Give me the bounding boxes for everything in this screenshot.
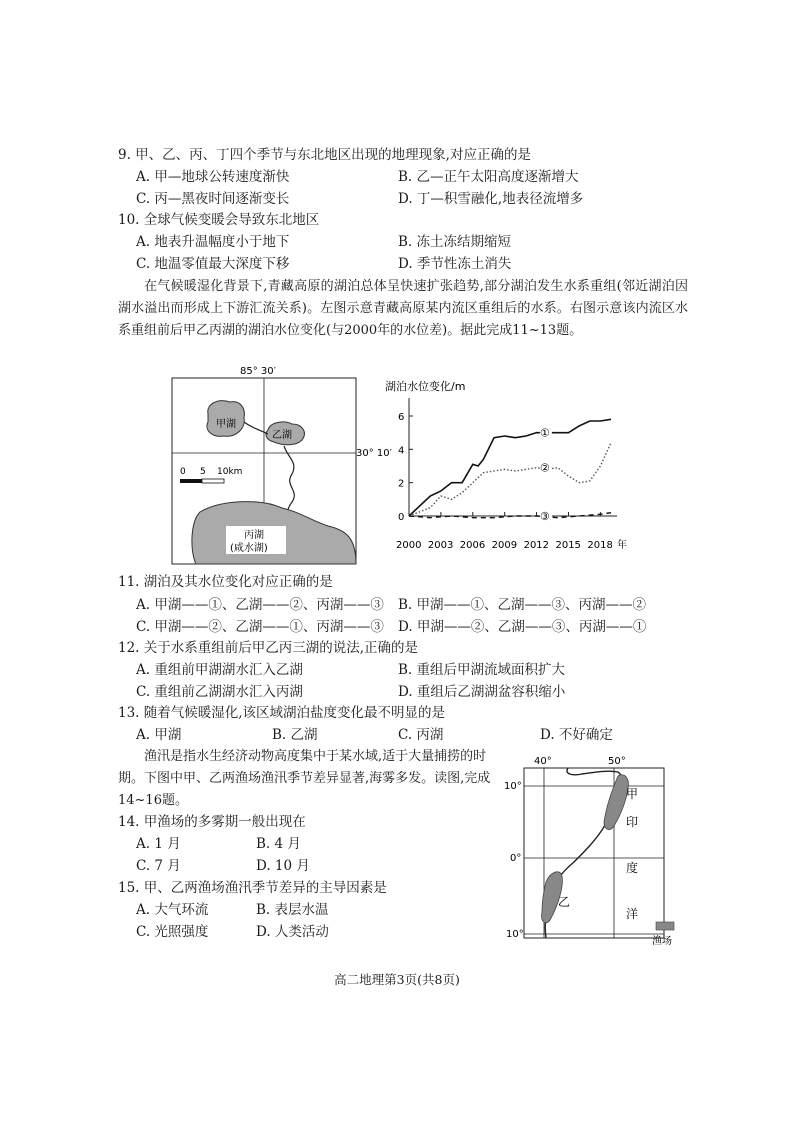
fishing-ground-map bbox=[498, 754, 688, 950]
q9-option-b[interactable]: B. 乙—正午太阳高度逐渐增大 bbox=[398, 169, 579, 185]
q14-stem: 14. 甲渔场的多雾期一般出现在 bbox=[118, 814, 306, 830]
q14-option-a[interactable]: A. 1 月 bbox=[136, 836, 181, 852]
q10-option-b[interactable]: B. 冻土冻结期缩短 bbox=[398, 234, 512, 250]
q9-option-d[interactable]: D. 丁—积雪融化,地表径流增多 bbox=[398, 191, 584, 207]
q11-option-a[interactable]: A. 甲湖——①、乙湖——②、丙湖——③ bbox=[136, 597, 384, 613]
lake-bing-note: (咸水湖) bbox=[230, 543, 268, 554]
scale-10: 10km bbox=[217, 467, 243, 477]
intro-passage-1: 在气候暖湿化背景下,青藏高原的湖泊总体呈快速扩张趋势,部分湖泊发生水系重组(邻近湖泊因湖水溢出而形成上下游汇流关系)。左图示意青藏高原某内流区重组后的水系。右图示意该内流区水系重组前后甲乙丙湖的湖泊水位变化(与2000年的水位差)。据此完成11~13题。 bbox=[118, 279, 688, 338]
q15-option-c[interactable]: C. 光照强度 bbox=[136, 924, 209, 940]
y-tick-label: 6 bbox=[398, 412, 405, 423]
x-tick-label: 2006 bbox=[459, 540, 486, 551]
map2-lon-50: 50° bbox=[608, 756, 626, 767]
q10-option-d[interactable]: D. 季节性冻土消失 bbox=[398, 256, 512, 272]
q10-stem: 10. 全球气候变暖会导致东北地区 bbox=[118, 212, 320, 228]
q15-option-d[interactable]: D. 人类活动 bbox=[256, 924, 329, 940]
y-tick-label: 2 bbox=[398, 478, 405, 490]
q10-option-a[interactable]: A. 地表升温幅度小于地下 bbox=[136, 234, 290, 250]
q9-stem: 9. 甲、乙、丙、丁四个季节与东北地区出现的地理现象,对应正确的是 bbox=[118, 147, 531, 163]
map2-lon-40: 40° bbox=[534, 756, 552, 767]
intro-passage-2: 渔汛是指水生经济动物高度集中于某水域,适于大量捕捞的时期。下图中甲、乙两渔场渔汛季节差异显著,海雾多发。读图,完成14~16题。 bbox=[118, 749, 491, 808]
legend-swatch bbox=[656, 922, 674, 930]
map1-lon-label: 85° 30′ bbox=[240, 366, 276, 377]
map2-lat-0: 0° bbox=[510, 853, 522, 864]
q14-option-c[interactable]: C. 7 月 bbox=[136, 858, 181, 874]
y-tick-label: 0 bbox=[398, 512, 405, 523]
x-tick-label: 2003 bbox=[427, 540, 454, 551]
q13-option-d[interactable]: D. 不好确定 bbox=[540, 727, 613, 743]
fishing-ground-jia bbox=[604, 775, 628, 830]
lake-system-map bbox=[160, 362, 392, 572]
q11-option-b[interactable]: B. 甲湖——①、乙湖——③、丙湖——② bbox=[398, 597, 647, 613]
q10-option-c[interactable]: C. 地温零值最大深度下移 bbox=[136, 256, 290, 272]
lake-jia-label: 甲湖 bbox=[216, 419, 236, 430]
scale-bar bbox=[180, 479, 224, 483]
q11-option-d[interactable]: D. 甲湖——②、乙湖——③、丙湖——① bbox=[398, 619, 647, 635]
scale-5: 5 bbox=[200, 467, 206, 477]
q15-stem: 15. 甲、乙两渔场渔汛季节差异的主导因素是 bbox=[118, 880, 387, 896]
lake-level-chart bbox=[385, 376, 630, 556]
x-tick-label: 2009 bbox=[491, 540, 518, 551]
x-unit: 年 bbox=[617, 540, 627, 551]
page-footer: 高二地理第3页(共8页) bbox=[334, 972, 460, 987]
q9-option-a[interactable]: A. 甲—地球公转速度渐快 bbox=[136, 169, 290, 185]
series-label-2: ② bbox=[539, 461, 550, 475]
x-tick-label: 2012 bbox=[523, 540, 550, 551]
x-tick-label: 2018 bbox=[587, 540, 613, 551]
q14-option-d[interactable]: D. 10 月 bbox=[256, 858, 310, 874]
q13-option-c[interactable]: C. 丙湖 bbox=[398, 727, 444, 743]
lake-bing-label: 丙湖 bbox=[244, 530, 264, 541]
q14-option-b[interactable]: B. 4 月 bbox=[256, 836, 301, 852]
q12-option-a[interactable]: A. 重组前甲湖湖水汇入乙湖 bbox=[136, 662, 303, 678]
q15-option-b[interactable]: B. 表层水温 bbox=[256, 902, 329, 918]
lake-yi-label: 乙湖 bbox=[272, 430, 292, 441]
q9-option-c[interactable]: C. 丙—黑夜时间逐渐变长 bbox=[136, 191, 290, 207]
x-tick-label: 2015 bbox=[555, 540, 581, 551]
q12-option-d[interactable]: D. 重组后乙湖湖盆容积缩小 bbox=[398, 684, 566, 700]
x-tick-label: 2000 bbox=[396, 540, 422, 551]
q11-stem: 11. 湖泊及其水位变化对应正确的是 bbox=[118, 574, 333, 590]
q15-option-a[interactable]: A. 大气环流 bbox=[136, 902, 209, 918]
series-label-1: ① bbox=[539, 426, 550, 440]
series-line-3 bbox=[409, 513, 611, 518]
q12-option-c[interactable]: C. 重组前乙湖湖水汇入丙湖 bbox=[136, 684, 303, 700]
q12-option-b[interactable]: B. 重组后甲湖流域面积扩大 bbox=[398, 662, 566, 678]
q13-option-a[interactable]: A. 甲湖 bbox=[136, 727, 182, 743]
q11-option-c[interactable]: C. 甲湖——②、乙湖——①、丙湖——③ bbox=[136, 619, 384, 635]
scale-0: 0 bbox=[180, 467, 186, 477]
series-line-2 bbox=[409, 443, 611, 516]
q13-stem: 13. 随着气候暖湿化,该区域湖泊盐度变化最不明显的是 bbox=[118, 705, 446, 721]
legend-label: 渔场 bbox=[652, 936, 672, 947]
ocean-char-3: 洋 bbox=[626, 907, 639, 921]
map1-lat-label: 30° 10′ bbox=[356, 448, 392, 459]
map2-lat-10n: 10° bbox=[504, 781, 522, 792]
map2-lat-10s: 10° bbox=[506, 929, 524, 940]
y-tick-label: 4 bbox=[398, 445, 405, 457]
ocean-char-2: 度 bbox=[626, 861, 639, 875]
chart-title: 湖泊水位变化/m bbox=[385, 380, 466, 393]
ocean-char-1: 印 bbox=[626, 815, 639, 829]
label-yi: 乙 bbox=[558, 895, 571, 909]
series-label-3: ③ bbox=[539, 510, 550, 523]
q12-stem: 12. 关于水系重组前后甲乙丙三湖的说法,正确的是 bbox=[118, 640, 419, 656]
series-line-1 bbox=[409, 419, 611, 516]
q13-option-b[interactable]: B. 乙湖 bbox=[272, 727, 318, 743]
africa-coastline bbox=[545, 768, 622, 938]
label-jia: 甲 bbox=[626, 787, 639, 801]
